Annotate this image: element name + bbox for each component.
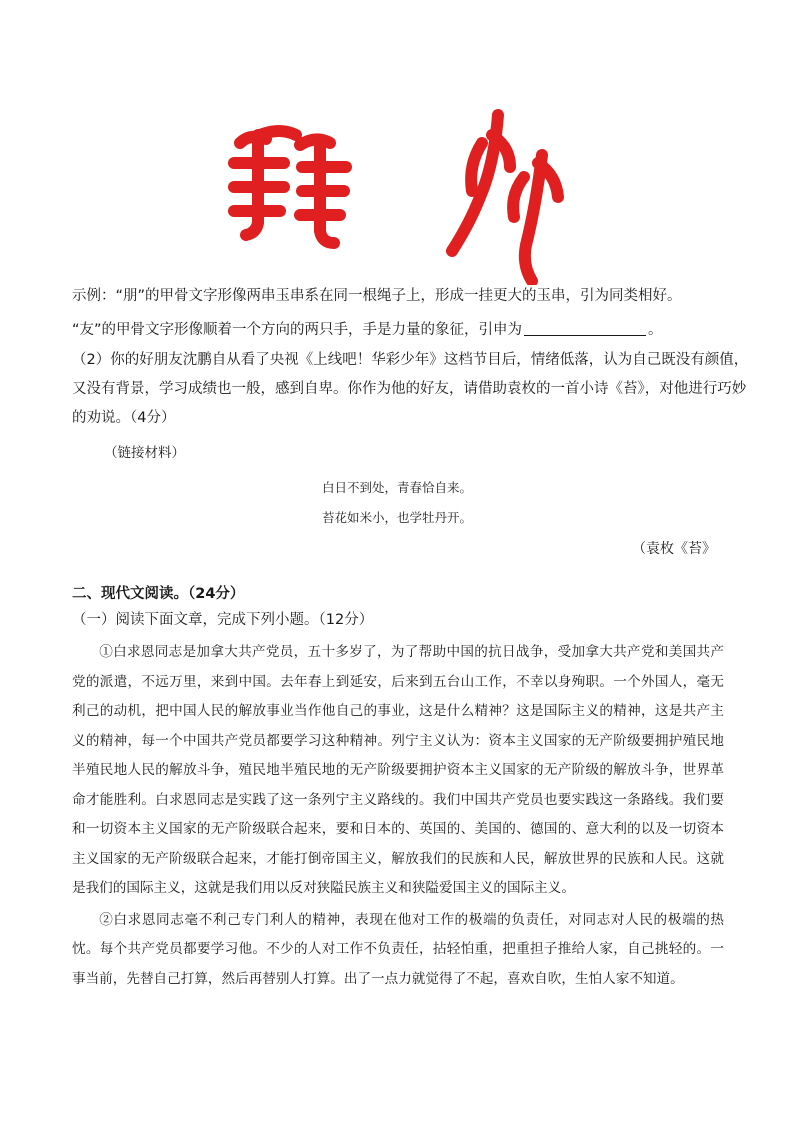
sub-heading: （一）阅读下面文章，完成下列小题。（12分） — [72, 612, 374, 628]
poem-attribution: （袁枚《苔》 — [632, 541, 716, 557]
poem-line-2: 苔花如米小，也学牡丹开。 — [321, 510, 472, 525]
example-peng-line: 示例：“朋”的甲骨文字形像两串玉串系在同一根绳子上，形成一挂更大的玉串，引为同类相好。 — [72, 288, 682, 304]
you-line-text: “友”的甲骨文字形像顺着一个方向的两只手，手是力量的象征，引申为 — [72, 322, 523, 338]
link-material-label: （链接材料） — [104, 445, 185, 461]
section-heading: 二、现代文阅读。（24分） — [72, 586, 245, 602]
you-line-end: 。 — [648, 322, 663, 338]
you-oracle-glyph — [452, 115, 558, 281]
answer-blank[interactable] — [524, 321, 646, 336]
you-fill-in-line — [72, 320, 663, 340]
question2-line-1: （2）你的好朋友沈鹏自从看了央视《上线吧！华彩少年》这档节目后，情绪低落，认为自己既没有颜值， — [72, 352, 749, 368]
peng-oracle-glyph — [234, 131, 346, 243]
reading-passage — [72, 638, 724, 994]
oracle-bone-glyphs-illustration — [220, 105, 580, 285]
paragraph-1: ①白求恩同志是加拿大共产党员，五十多岁了，为了帮助中国的抗日战争，受加拿大共产党和美国共产党的派遣，不远万里，来到中国。去年春上到延安，后来到五台山工作，不幸以身殉职。一个外国人，毫无利己的动机，把中国人民的解放事业当作他自己的事业，这是什么精神？这是国际主义的精神，这是共产主义的精神，每一个中国共产党员都要学习这种精神。列宁主义认为：资本主义国家的无产阶级要拥护殖民地半殖民地人民的解放斗争，殖民地半殖民地的无产阶级要拥护资本主义国家的无产阶级的解放斗争，世界革命才能胜利。白求恩同志是实践了这一条列宁主义路线的。我们中国共产党员也要实践这一条路线。我们要和一切资本主义国家的无产阶级联合起来，要和日本的、英国的、美国的、德国的、意大利的以及一切资本主义国家的无产阶级联合起来，才能打倒帝国主义，解放我们的民族和人民，解放世界的民族和人民。这就是我们的国际主义，这就是我们用以反对狭隘民族主义和狭隘爱国主义的国际主义。 — [72, 644, 724, 896]
question2-line-3: 的劝说。（4分） — [72, 410, 176, 426]
question2-line-2: 又没有背景，学习成绩也一般，感到自卑。你作为他的好友，请借助袁枚的一首小诗《苔》，对他进行巧妙 — [72, 381, 747, 397]
paragraph-2: ②白求恩同志毫不利己专门利人的精神，表现在他对工作的极端的负责任，对同志对人民的极端的热忱。每个共产党员都要学习他。不少的人对工作不负责任，拈轻怕重，把重担子推给人家，自己挑轻的。一事当前，先替自己打算，然后再替别人打算。出了一点力就觉得了不起，喜欢自吹，生怕人家不知道。 — [72, 911, 724, 987]
poem-line-1: 白日不到处，青春恰自来。 — [321, 480, 472, 495]
